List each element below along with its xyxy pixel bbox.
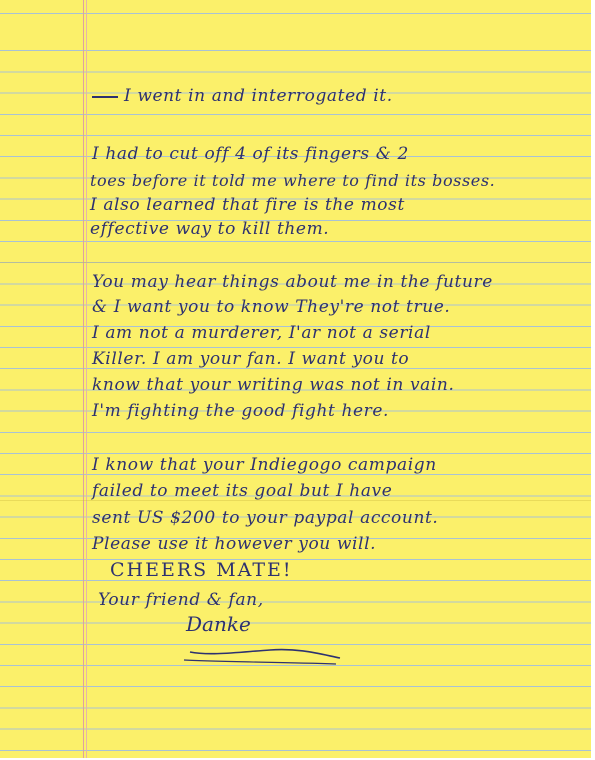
letter-line: sent US $200 to your paypal account. <box>92 508 439 528</box>
dash-mark <box>92 96 118 98</box>
letter-line: & I want you to know They're not true. <box>92 297 451 317</box>
letter-line: failed to meet its goal but I have <box>92 481 393 501</box>
letter-line: I also learned that fire is the most <box>90 195 405 215</box>
sign-off: Your friend & fan, <box>98 590 264 610</box>
letter-line: I know that your Indiegogo campaign <box>92 455 437 475</box>
closing-cheers: CHEERS MATE! <box>110 559 293 581</box>
letter-line: Killer. I am your fan. I want you to <box>92 349 410 369</box>
opening-line: I went in and interrogated it. <box>124 86 393 106</box>
letter-line: You may hear things about me in the future <box>92 272 493 292</box>
letter-line: effective way to kill them. <box>90 219 330 239</box>
margin-line-secondary <box>86 0 87 758</box>
signature <box>180 612 350 677</box>
letter-line: I'm fighting the good fight here. <box>92 401 390 421</box>
signature-text: Danke <box>186 612 251 636</box>
margin-line <box>83 0 84 758</box>
letter-line: I am not a murderer, I'ar not a serial <box>92 323 431 343</box>
letter-line: Please use it however you will. <box>92 534 377 554</box>
fold-crease <box>0 262 591 263</box>
letter-line: toes before it told me where to find its bosses. <box>90 171 496 190</box>
letter-line: I had to cut off 4 of its fingers & 2 <box>92 144 409 164</box>
letter-line: know that your writing was not in vain. <box>92 375 455 395</box>
